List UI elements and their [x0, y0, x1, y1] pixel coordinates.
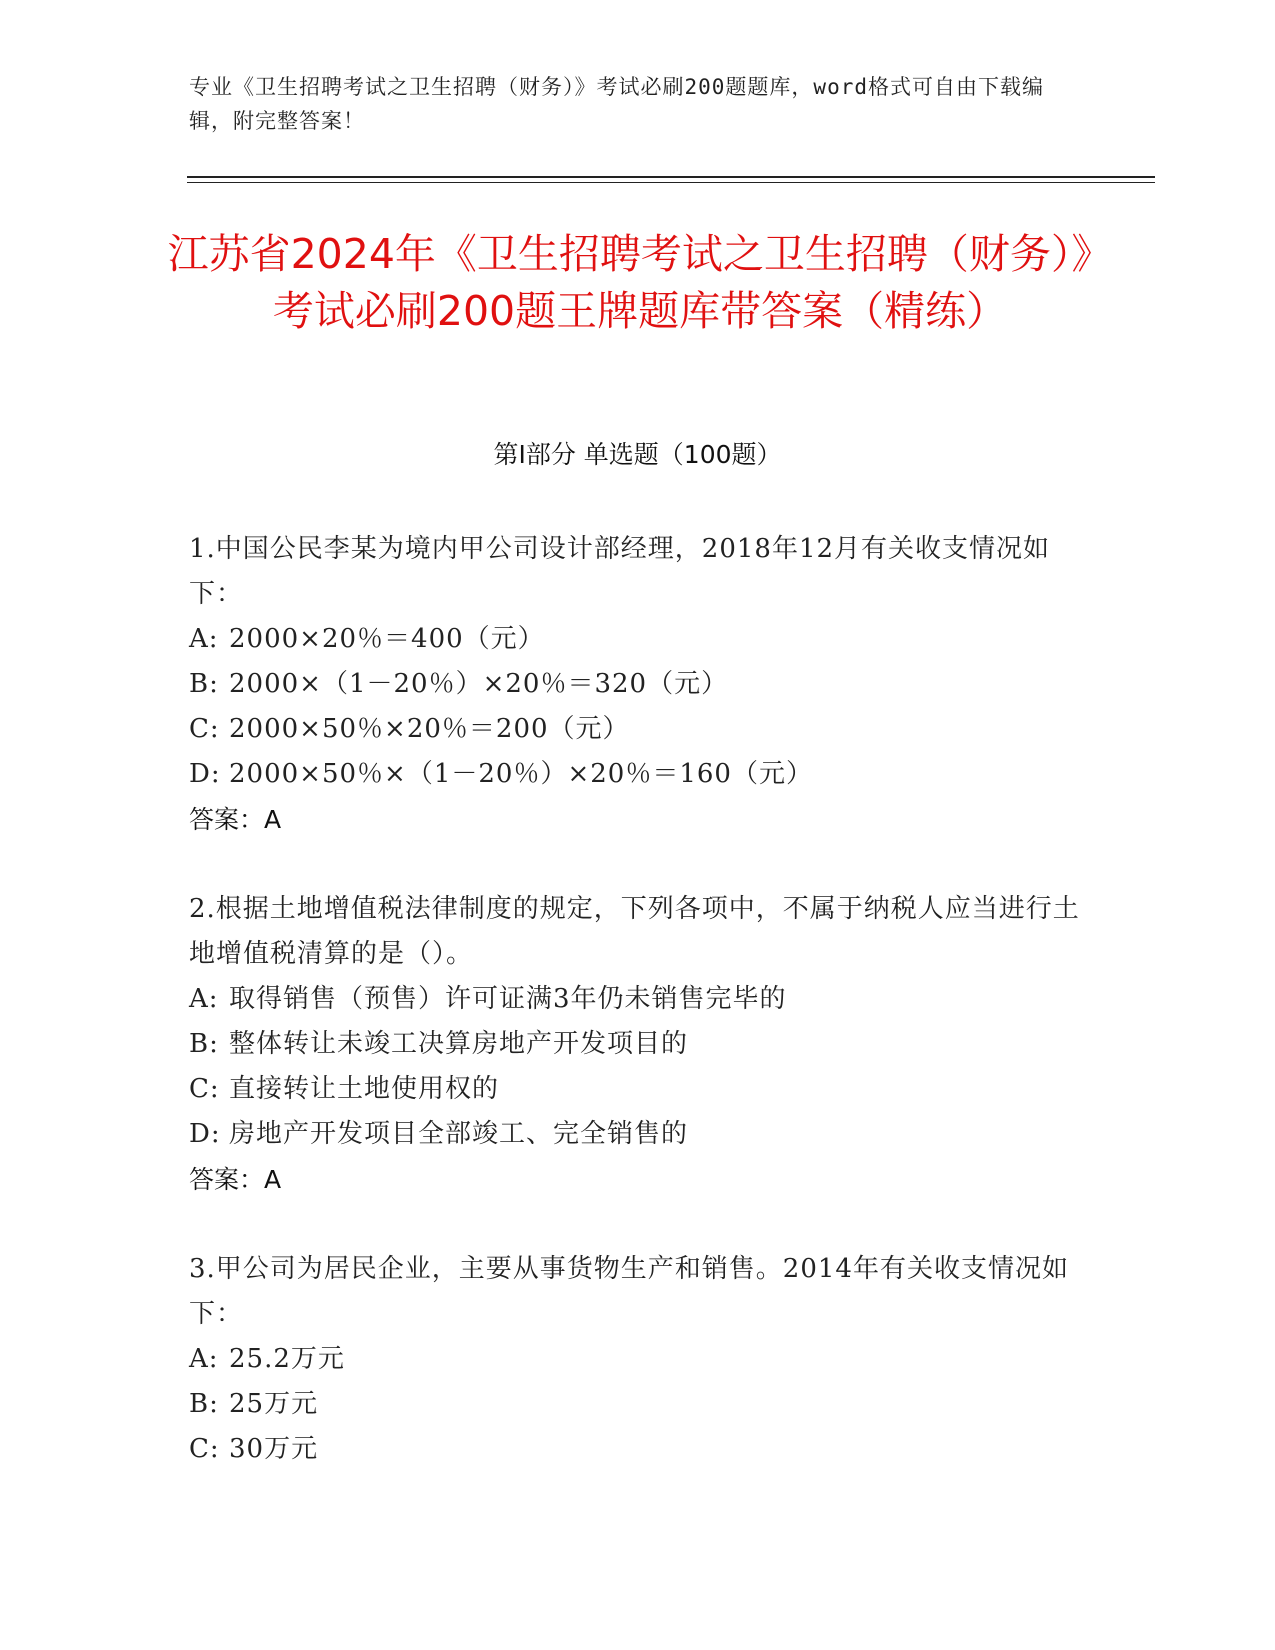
- option-text: 整体转让未竣工决算房地产开发项目的: [229, 1029, 689, 1059]
- question-3: [189, 1247, 1089, 1472]
- option-letter: A:: [189, 624, 219, 654]
- header-note: 专业《卫生招聘考试之卫生招聘（财务）》考试必刷200题题库，word格式可自由下载编辑，附完整答案！: [189, 75, 1044, 133]
- option-d: [189, 1112, 1089, 1157]
- option-text: 2000×20％＝400（元）: [229, 624, 545, 654]
- answer-line: [189, 797, 1089, 842]
- answer-label: 答案：: [189, 1165, 265, 1194]
- option-text: 2000×50％×（1－20％）×20％＝160（元）: [229, 759, 813, 789]
- option-d: [189, 752, 1089, 797]
- header-divider-thin: [187, 182, 1155, 183]
- option-letter: C:: [189, 1074, 220, 1104]
- option-c: [189, 707, 1089, 752]
- option-text: 直接转让土地使用权的: [229, 1074, 500, 1104]
- answer-value: A: [264, 1165, 282, 1194]
- option-letter: B:: [189, 669, 219, 699]
- question-2: [189, 887, 1089, 1202]
- option-text: 30万元: [229, 1434, 319, 1464]
- document-title: 江苏省2024年《卫生招聘考试之卫生招聘（财务）》考试必刷200题王牌题库带答案（精练）: [167, 230, 1113, 335]
- option-letter: A:: [189, 984, 219, 1014]
- answer-value: A: [264, 805, 282, 834]
- section-heading: 第I部分 单选题（100题）: [493, 440, 782, 469]
- option-letter: C:: [189, 714, 220, 744]
- option-text: 25.2万元: [229, 1344, 345, 1374]
- option-text: 房地产开发项目全部竣工、完全销售的: [229, 1119, 689, 1149]
- option-a: [189, 977, 1089, 1022]
- option-text: 2000×（1－20％）×20％＝320（元）: [229, 669, 729, 699]
- option-a: [189, 617, 1089, 662]
- option-letter: D:: [189, 759, 221, 789]
- answer-line: [189, 1157, 1089, 1202]
- option-text: 25万元: [229, 1389, 319, 1419]
- question-list: [189, 527, 1089, 1517]
- question-stem: 3.甲公司为居民企业，主要从事货物生产和销售。2014年有关收支情况如下：: [189, 1254, 1069, 1329]
- option-letter: A:: [189, 1344, 219, 1374]
- answer-label: 答案：: [189, 805, 265, 834]
- question-1: [189, 527, 1089, 842]
- option-b: [189, 662, 1089, 707]
- option-letter: D:: [189, 1119, 221, 1149]
- option-text: 取得销售（预售）许可证满3年仍未销售完毕的: [229, 984, 787, 1014]
- question-stem: 2.根据土地增值税法律制度的规定，下列各项中，不属于纳税人应当进行土地增值税清算的是（）。: [189, 894, 1080, 969]
- option-letter: B:: [189, 1029, 219, 1059]
- option-c: [189, 1067, 1089, 1112]
- option-text: 2000×50％×20％＝200（元）: [229, 714, 630, 744]
- header-divider-thick: [187, 176, 1155, 178]
- option-letter: B:: [189, 1389, 219, 1419]
- option-a: [189, 1337, 1089, 1382]
- option-b: [189, 1382, 1089, 1427]
- option-letter: C:: [189, 1434, 220, 1464]
- question-stem: 1.中国公民李某为境内甲公司设计部经理，2018年12月有关收支情况如下：: [189, 534, 1051, 609]
- option-c: [189, 1427, 1089, 1472]
- option-b: [189, 1022, 1089, 1067]
